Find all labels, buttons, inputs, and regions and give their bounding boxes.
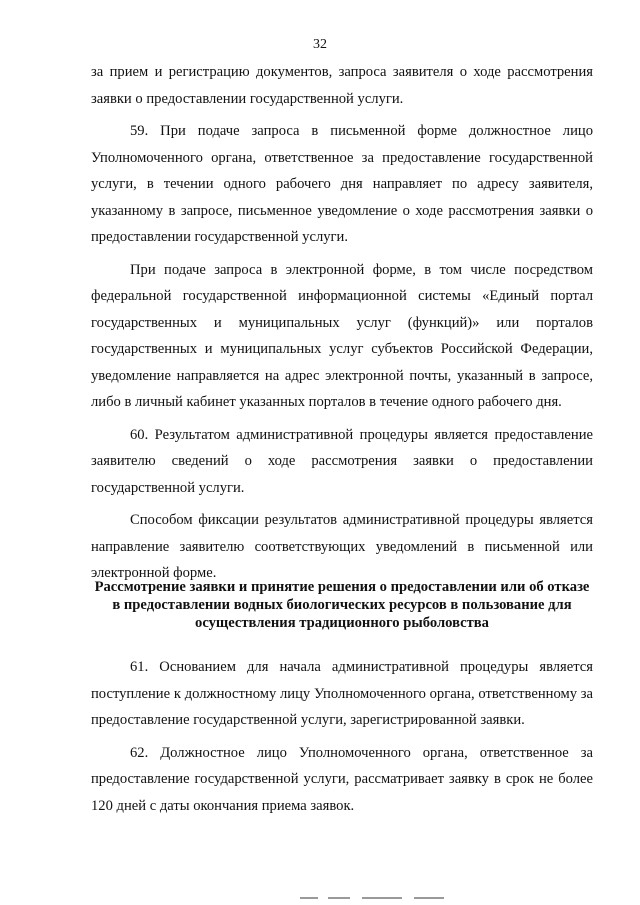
paragraph-60: 60. Результатом административной процедуры является предоставление заявителю сведений о ходе рассмотрения заявки о предоставлении государственной услуги. <box>91 426 593 496</box>
paragraph-electronic-request: При подаче запроса в электронной форме, в том числе посредством федеральной государственной информационной системы «Единый портал государственных и муниципальных услуг (функций)» или порталов государственных и муниципальных услуг субъектов Российской Федерации, уведомление направляется на адрес электронной почты, указанный в запросе, либо в личный кабинет указанных порталов в течение одного рабочего дня. <box>91 261 593 410</box>
paragraph-continuation: за прием и регистрацию документов, запроса заявителя о ходе рассмотрения заявки о предоставлении государственной услуги. <box>91 64 593 107</box>
section-heading: Рассмотрение заявки и принятие решения о предоставлении или об отказе в предоставлении водных биологических ресурсов в пользование для осуществления традиционного рыболовства <box>94 579 590 631</box>
paragraph-fixation-method: Способом фиксации результатов административной процедуры является направление заявителю соответствующих уведомлений в письменной или электронной форме. <box>91 512 593 581</box>
paragraph-59: 59. При подаче запроса в письменной форме должностное лицо Уполномоченного органа, ответственное за предоставление государственной услуги, в течении одного рабочего дня направляет по адресу заявителя, указанному в запросе, письменное уведомление о ходе рассмотрения заявки о предоставлении государственной услуги. <box>91 123 593 245</box>
paragraph-62: 62. Должностное лицо Уполномоченного органа, ответственное за предоставление государственной услуги, рассматривает заявку в срок не более 120 дней с даты окончания приема заявок. <box>91 744 593 814</box>
paragraph-61: 61. Основанием для начала административной процедуры является поступление к должностному лицу Уполномоченного органа, ответственному за предоставление государственной услуги, зарегистрированной заявки. <box>91 659 593 728</box>
text-block-bottom <box>91 654 593 819</box>
scan-edge-marks <box>300 897 460 901</box>
page-number: 32 <box>313 37 327 52</box>
text-block-top <box>91 59 593 587</box>
